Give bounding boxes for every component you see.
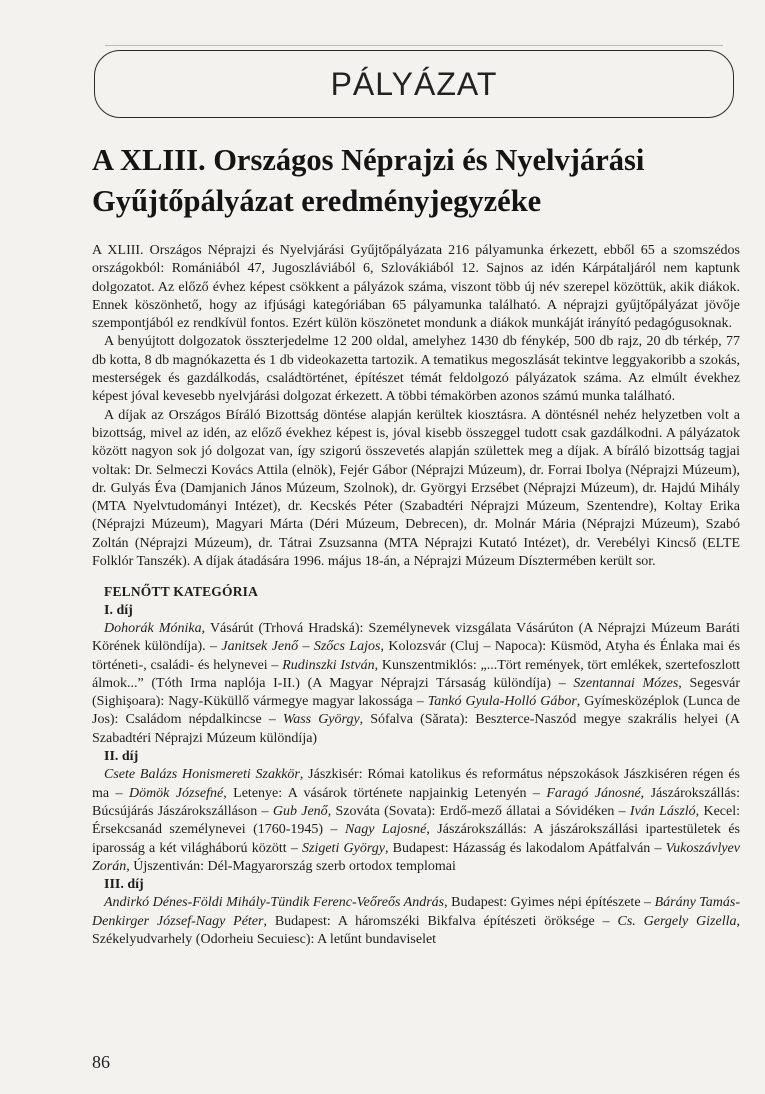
entry-description: , Kunszentmiklós: „...Tört remények, tört emlékek, szertefoszlott álmok...” (Tóth Irma naplója I-II.) (A Magyar Néprajzi Társaság különdíja) – — [92, 657, 741, 691]
section-header-box — [94, 50, 734, 118]
author-name: Vukoszávlyev Zorán — [92, 840, 740, 874]
entry-description: , Sófalva (Sărata): Beszterce-Naszód megye szakrális helyei (A Szabadtéri Néprajzi Múzeum különdíja) — [92, 712, 741, 746]
entry-description: , Újszentiván: Dél-Magyarország szerb ortodox templomai — [126, 858, 456, 874]
entry-description: , Kecel: Érsekcsanád személynevei (1760-1945) – — [92, 803, 740, 838]
entry-description: , Letenye: A vásárok története napjainkig Letenyén – — [223, 785, 547, 801]
entry-description: , Szováta (Sovata): Erdő-mező állatai a Sóvidéken – — [327, 803, 630, 819]
author-name: Szigeti György — [302, 840, 385, 856]
page-title — [92, 140, 712, 222]
prize-entries — [92, 620, 740, 748]
entry-description: , Jászkisér: Római katolikus és református népszokások Jászkiséren régen és ma – — [92, 767, 740, 801]
page-number: 86 — [92, 1052, 110, 1072]
author-name: Cs. Gergely Gizella — [617, 913, 737, 929]
entry-description: , Vásárút (Trhová Hradská): Személynevek vizsgálata Vásárúton (A Néprajzi Múzeum Baráti Körének különdíja). – — [92, 620, 740, 655]
prize-entries — [92, 766, 740, 876]
author-name: Tankó Gyula-Holló Gábor — [427, 694, 577, 710]
entry-description: , Budapest: A háromszéki Bikfalva építészeti öröksége – — [263, 913, 618, 929]
intro-paragraph: A XLIII. Országos Néprajzi és Nyelvjárási Gyűjtőpályázata 216 pályamunka érkezett, ebből 65 a szomszédos országokból: Romániából 47, Jugoszláviából 6, Szlovákiából 12. Sajnos az idén Kárpátaljáról nem kaptunk dolgozatot. Az előző évhez képest csökkent a pályázok száma, viszont több új név szerepel közöttük, akik diákok. Ennek köszönhető, hogy az ifjúsági kategóriában 65 pályamunka található. A néprajzi gyűjtőpályázat jövője szempontjából ez rendkívül fontos. Ezért külön köszönetet mondunk a diákok munkáját irányító pedagógusoknak. — [92, 243, 740, 332]
author-name: Szentannai Mózes — [573, 675, 679, 691]
prize-heading: III. díj — [104, 877, 144, 893]
author-name: Bárány Tamás-Denkirger József-Nagy Péter — [92, 895, 741, 929]
prize-heading: II. díj — [104, 749, 139, 765]
author-name: Dohorák Mónika — [104, 620, 202, 636]
jury-paragraph: A díjak az Országos Bíráló Bizottság döntése alapján kerültek kiosztásra. A döntésnél nehéz helyzetben volt a bizottság, mivel az idén, az előző évekhez képest is, jóval kisebb összeggel tudott csak gazdálkodni. A pályázatok között nagyon sok jó dolgozat van, így szigorú összevetés alapján születtek meg a díjak. A bíráló bizottság tagjai voltak: Dr. Selmeczi Kovács Attila (elnök), Fejér Gábor (Néprajzi Múzeum), dr. Forrai Ibolya (Néprajzi Múzeum), dr. Gulyás Éva (Damjanich János Múzeum, Szolnok), dr. Györgyi Erzsébet (Néprajzi Múzeum), dr. Hajdú Mihály (MTA Nyelvtudományi Intézet), dr. Kecskés Péter (Szabadtéri Néprajzi Múzeum, Szentendre), Koltay Erika (Néprajzi Múzeum), Magyari Márta (Déri Múzeum, Debrecen), dr. Molnár Mária (Néprajzi Múzeum), Szabó Zoltán (Néprajzi Múzeum), dr. Tátrai Zsuzsanna (MTA Néprajzi Kutató Intézet), dr. Verebélyi Kincső (ELTE Folklór Tanszék). A díjak átadására 1996. május 18-án, a Néprajzi Múzeum Dísztermében került sor. — [92, 407, 740, 570]
category-heading: FELNŐTT KATEGÓRIA — [104, 584, 259, 600]
entry-description: , Székelyudvarhely (Odorheiu Secuiesc): A letűnt bundaviselet — [92, 913, 740, 947]
prize-list — [92, 602, 740, 950]
entry-description: , Segesvár (Sighişoara): Nagy-Küküllő vármegye magyar lakossága – — [92, 675, 741, 710]
author-name: Iván László — [629, 803, 696, 819]
author-name: Janitsek Jenő – Szőcs Lajos — [221, 639, 381, 655]
author-name: Wass György — [282, 712, 360, 728]
statistics-paragraph: A benyújtott dolgozatok összterjedelme 12 200 oldal, amelyhez 1430 db fénykép, 500 db rajz, 20 db térkép, 77 db kotta, 8 db magnókazetta és 1 db videokazetta tartozik. A tematikus megoszlását tekintve leggyakoribb a szokás, mesterségek és gazdálkodás, családtörténet, építészet témát feldolgozó pályázatok száma. Az elmúlt évekhez képest jóval kevesebb nyelvjárási dolgozat érkezett. A többi témakörben azonos számú munka található. — [92, 334, 740, 405]
section-header-label: PÁLYÁZAT — [330, 65, 498, 102]
entry-description: , Budapest: Házasság és lakodalom Apátfalván – — [384, 840, 666, 856]
prize-heading: I. díj — [104, 602, 133, 618]
author-name: Gub Jenő — [272, 803, 328, 819]
page-title-line-1: A XLIII. Országos Néprajzi és Nyelvjárási — [92, 143, 645, 177]
author-name: Faragó Jánosné — [546, 785, 641, 801]
entry-description: , Budapest: Gyimes népi építészete – — [444, 895, 655, 911]
author-name: Csete Balázs Honismereti Szakkör — [104, 767, 300, 783]
entry-description: , Kolozsvár (Cluj – Napoca): Küsmöd, Atyha és Énlaka mai és történeti-, családi- és helynevei – — [92, 639, 741, 673]
author-name: Andirkó Dénes-Földi Mihály-Tündik Ferenc-Veőreős András — [104, 895, 445, 911]
article-body — [92, 242, 740, 949]
author-name: Dömök Józsefné — [128, 785, 224, 801]
entry-description: , Jászárokszállás: A jászárokszállási ipartestületek és iparosság a két világháború között – — [92, 822, 741, 856]
entry-description: , Gyímesközéplok (Lunca de Jos): Családom népdalkincse – — [92, 694, 741, 728]
prize-entries — [92, 894, 740, 949]
entry-description: , Jászárokszállás: Búcsújárás Jászárokszálláson – — [92, 785, 740, 819]
author-name: Rudinszki István — [282, 657, 375, 673]
page-title-line-2: Gyűjtőpályázat eredményjegyzéke — [92, 184, 542, 218]
author-name: Nagy Lajosné — [344, 822, 427, 838]
